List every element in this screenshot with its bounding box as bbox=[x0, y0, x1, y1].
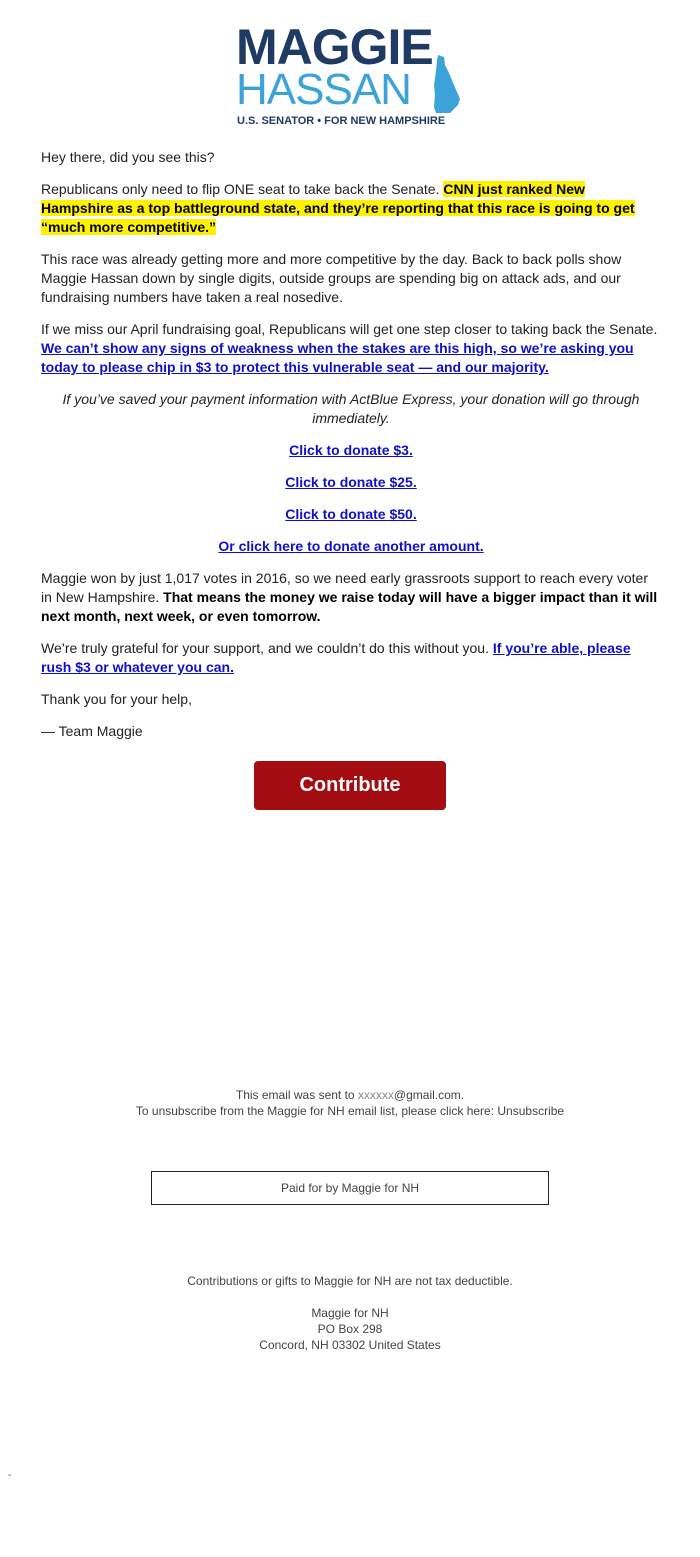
paragraph-senate bbox=[41, 180, 661, 237]
paragraph-senate-text: Republicans only need to flip ONE seat to take back the Senate. bbox=[41, 181, 444, 197]
sent-to-line bbox=[0, 1087, 700, 1103]
sent-to-suffix: @gmail.com. bbox=[393, 1088, 465, 1102]
thanks-line: Thank you for your help, bbox=[41, 691, 192, 707]
paragraph-competitive: This race was already getting more and more competitive by the day. Back to back polls show Maggie Hassan down by single digits, outside groups are spending big on attack ads, and our fundraising numbers have taken a real nosedive. bbox=[41, 251, 622, 305]
trailing-dash: - bbox=[8, 1470, 12, 1481]
unsubscribe-link[interactable]: Unsubscribe bbox=[497, 1104, 565, 1118]
greeting: Hey there, did you see this? bbox=[41, 149, 215, 165]
unsubscribe-line bbox=[0, 1103, 700, 1119]
donate-50-link[interactable]: Click to donate $50. bbox=[285, 506, 417, 522]
paragraph-goal-text: If we miss our April fundraising goal, Republicans will get one step closer to taking back the Senate. bbox=[41, 321, 658, 337]
contribute-button[interactable]: Contribute bbox=[254, 761, 446, 810]
signoff: — Team Maggie bbox=[41, 723, 143, 739]
paragraph-votes-text: Maggie won by just 1,017 votes in 2016, so we need early grassroots support to reach every voter in New Hampshire. bbox=[41, 570, 649, 605]
masked-email: xxxxxx bbox=[357, 1088, 394, 1102]
unsubscribe-text: To unsubscribe from the Maggie for NH email list, please click here: bbox=[135, 1104, 498, 1118]
address-org: Maggie for NH bbox=[311, 1306, 389, 1320]
sent-to-prefix: This email was sent to bbox=[235, 1088, 358, 1102]
tax-note: Contributions or gifts to Maggie for NH are not tax deductible. bbox=[187, 1274, 513, 1288]
paragraph-grateful-text: We’re truly grateful for your support, and we couldn’t do this without you. bbox=[41, 640, 493, 656]
donate-other-row bbox=[41, 537, 661, 556]
mailing-address bbox=[0, 1305, 700, 1353]
highlighted-battleground-text: CNN just ranked New Hampshire as a top battleground state, and they’re reporting that this race is going to get “much more competitive.” bbox=[41, 181, 635, 235]
donate-25-link[interactable]: Click to donate $25. bbox=[285, 474, 417, 490]
paragraph-fundraising-goal bbox=[41, 320, 661, 377]
chip-in-link[interactable]: We can’t show any signs of weakness when the stakes are this high, so we’re asking you today to please chip in $3 to protect this vulnerable seat — and our majority. bbox=[41, 340, 634, 375]
paragraph-votes-bold: That means the money we raise today will have a bigger impact than it will next month, next week, or even tomorrow. bbox=[41, 589, 658, 624]
address-city: Concord, NH 03302 United States bbox=[259, 1338, 441, 1352]
donate-50-row bbox=[41, 505, 661, 524]
paid-for-box: Paid for by Maggie for NH bbox=[151, 1171, 549, 1205]
logo-first-name: MAGGIE bbox=[236, 19, 433, 75]
rush-donation-link[interactable]: If you’re able, please rush $3 or whatever you can. bbox=[41, 640, 631, 675]
email-body bbox=[41, 148, 661, 754]
new-hampshire-state-icon bbox=[432, 55, 462, 113]
donate-other-amount-link[interactable]: Or click here to donate another amount. bbox=[218, 538, 484, 554]
donate-25-row bbox=[41, 473, 661, 492]
actblue-express-note: If you’ve saved your payment information with ActBlue Express, your donation will go through immediately. bbox=[62, 391, 640, 426]
paragraph-grateful bbox=[41, 639, 661, 677]
logo-last-name: HASSAN bbox=[236, 65, 411, 114]
paragraph-votes bbox=[41, 569, 661, 626]
logo-tagline: U.S. SENATOR • FOR NEW HAMPSHIRE bbox=[237, 115, 446, 127]
donate-3-link[interactable]: Click to donate $3. bbox=[289, 442, 413, 458]
campaign-logo bbox=[236, 19, 468, 128]
footer-sent-info bbox=[0, 1087, 700, 1119]
address-po-box: PO Box 298 bbox=[317, 1322, 383, 1336]
donate-3-row bbox=[41, 441, 661, 460]
